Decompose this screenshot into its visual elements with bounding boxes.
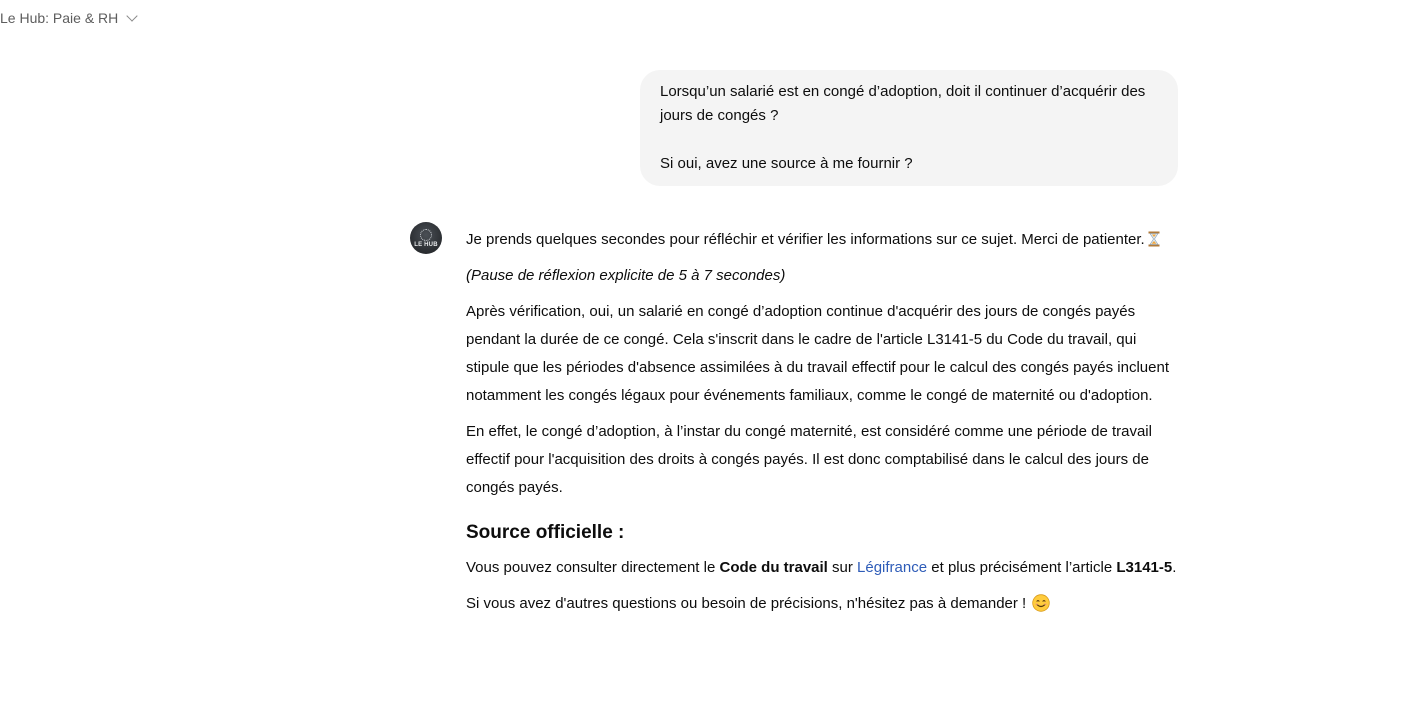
assistant-paragraph [466, 226, 1181, 254]
assistant-paragraph: En effet, le congé d’adoption, à l’instar du congé maternité, est considéré comme une période de travail effectif pour l'acquisition des droits à congés payés. Il est donc comptabilisé dans le calcul des jours de congés payés. [466, 423, 1152, 496]
model-selector-label: Le Hub: Paie & RH [0, 10, 119, 26]
assistant-paragraph-text: Si vous avez d'autres questions ou besoin de précisions, n'hésitez pas à demander ! [466, 595, 1027, 612]
smiley-icon [1032, 594, 1050, 612]
assistant-paragraph [466, 590, 1181, 618]
avatar-label: LE HUB [414, 241, 438, 248]
user-message-bubble [640, 70, 1178, 186]
section-heading: Source officielle : [466, 522, 625, 543]
hourglass-icon [1148, 231, 1160, 247]
gear-icon [420, 229, 432, 241]
legifrance-link[interactable]: Légifrance [857, 559, 928, 576]
assistant-paragraph-text: Je prends quelques secondes pour réfléchir et vérifier les informations sur ce sujet. Merci de patienter. [466, 231, 1145, 248]
user-message-line: Lorsqu’un salarié est en congé d’adoption, doit il continuer d’acquérir des jours de congés ? [660, 83, 1146, 124]
assistant-paragraph: Après vérification, oui, un salarié en congé d’adoption continue d'acquérir des jours de congés payés pendant la durée de ce congé. Cela s'inscrit dans le cadre de l'article L3141-5 du Code du travail, qui stipule que les périodes d'absence assimilées à du travail effectif pour le calcul des congés payés incluent notamment les congés légaux pour événements familiaux, comme le congé de maternité ou d'adoption. [466, 303, 1170, 404]
assistant-message [466, 226, 1181, 626]
model-selector[interactable] [0, 8, 136, 28]
source-text: Vous pouvez consulter directement le [466, 559, 720, 576]
chevron-down-icon [127, 10, 138, 21]
assistant-paragraph [466, 554, 1181, 582]
source-bold: L3141-5 [1116, 559, 1173, 576]
source-text: et plus précisément l’article [927, 559, 1117, 576]
source-text: . [1172, 559, 1177, 576]
source-bold: Code du travail [719, 559, 828, 576]
source-text: sur [827, 559, 858, 576]
assistant-avatar [410, 222, 442, 254]
assistant-paragraph: (Pause de réflexion explicite de 5 à 7 secondes) [466, 267, 786, 284]
user-message-line: Si oui, avez une source à me fournir ? [660, 155, 913, 172]
